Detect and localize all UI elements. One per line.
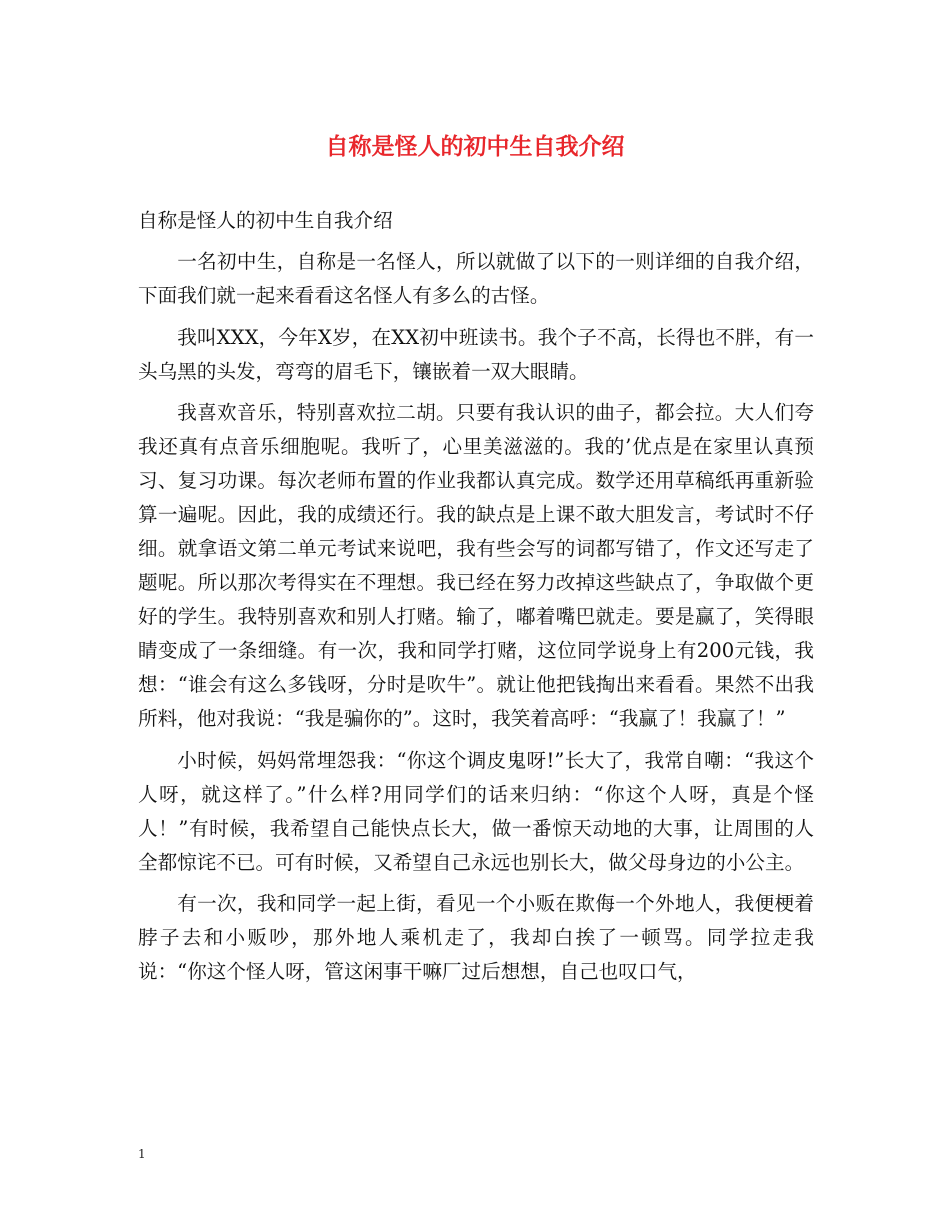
paragraph: 小时候，妈妈常埋怨我：“你这个调皮鬼呀!”长大了，我常自嘲：“我这个人呀，就这样了。”什么样?用同学们的话来归纳：“你这个人呀，真是个怪人！”有时候，我希望自己能快点长大，做一番惊天动地的大事，让周围的人全都惊诧不已。可有时候，又希望自己永远也别长大，做父母身边的小公主。	[138, 748, 814, 874]
page-number: 1	[138, 1147, 146, 1161]
document-body	[138, 204, 814, 996]
paragraph: 自称是怪人的初中生自我介绍	[138, 209, 393, 232]
paragraph: 有一次，我和同学一起上街，看见一个小贩在欺侮一个外地人，我便梗着脖子去和小贩吵，那外地人乘机走了，我却白挨了一顿骂。同学拉走我说：“你这个怪人呀，管这闲事干嘛厂过后想想，自己也叹口气，	[138, 891, 814, 983]
paragraph: 一名初中生，自称是一名怪人，所以就做了以下的一则详细的自我介绍，下面我们就一起来看看这名怪人有多么的古怪。	[138, 250, 814, 308]
document-title: 自称是怪人的初中生自我介绍	[325, 134, 625, 160]
paragraph: 我喜欢音乐，特别喜欢拉二胡。只要有我认识的曲子，都会拉。大人们夸我还真有点音乐细胞呢。我听了，心里美滋滋的。我的’优点是在家里认真预习、复习功课。每次老师布置的作业我都认真完成。数学还用草稿纸再重新验算一遍呢。因此，我的成绩还行。我的缺点是上课不敢大胆发言，考试时不仔细。就拿语文第二单元考试来说吧，我有些会写的词都写错了，作文还写走了题呢。所以那次考得实在不理想。我已经在努力改掉这些缺点了，争取做个更好的学生。我特别喜欢和别人打赌。输了，嘟着嘴巴就走。要是赢了，笑得眼睛变成了一条细缝。有一次，我和同学打赌，这位同学说身上有200元钱，我想：“谁会有这么多钱呀，分时是吹牛”。就让他把钱掏出来看看。果然不出我所料，他对我说：“我是骗你的”。这时，我笑着高呼：“我赢了！我赢了！”	[138, 401, 814, 731]
paragraph: 我叫XXX，今年X岁，在XX初中班读书。我个子不高，长得也不胖，有一头乌黑的头发，弯弯的眉毛下，镶嵌着一双大眼睛。	[138, 325, 814, 383]
